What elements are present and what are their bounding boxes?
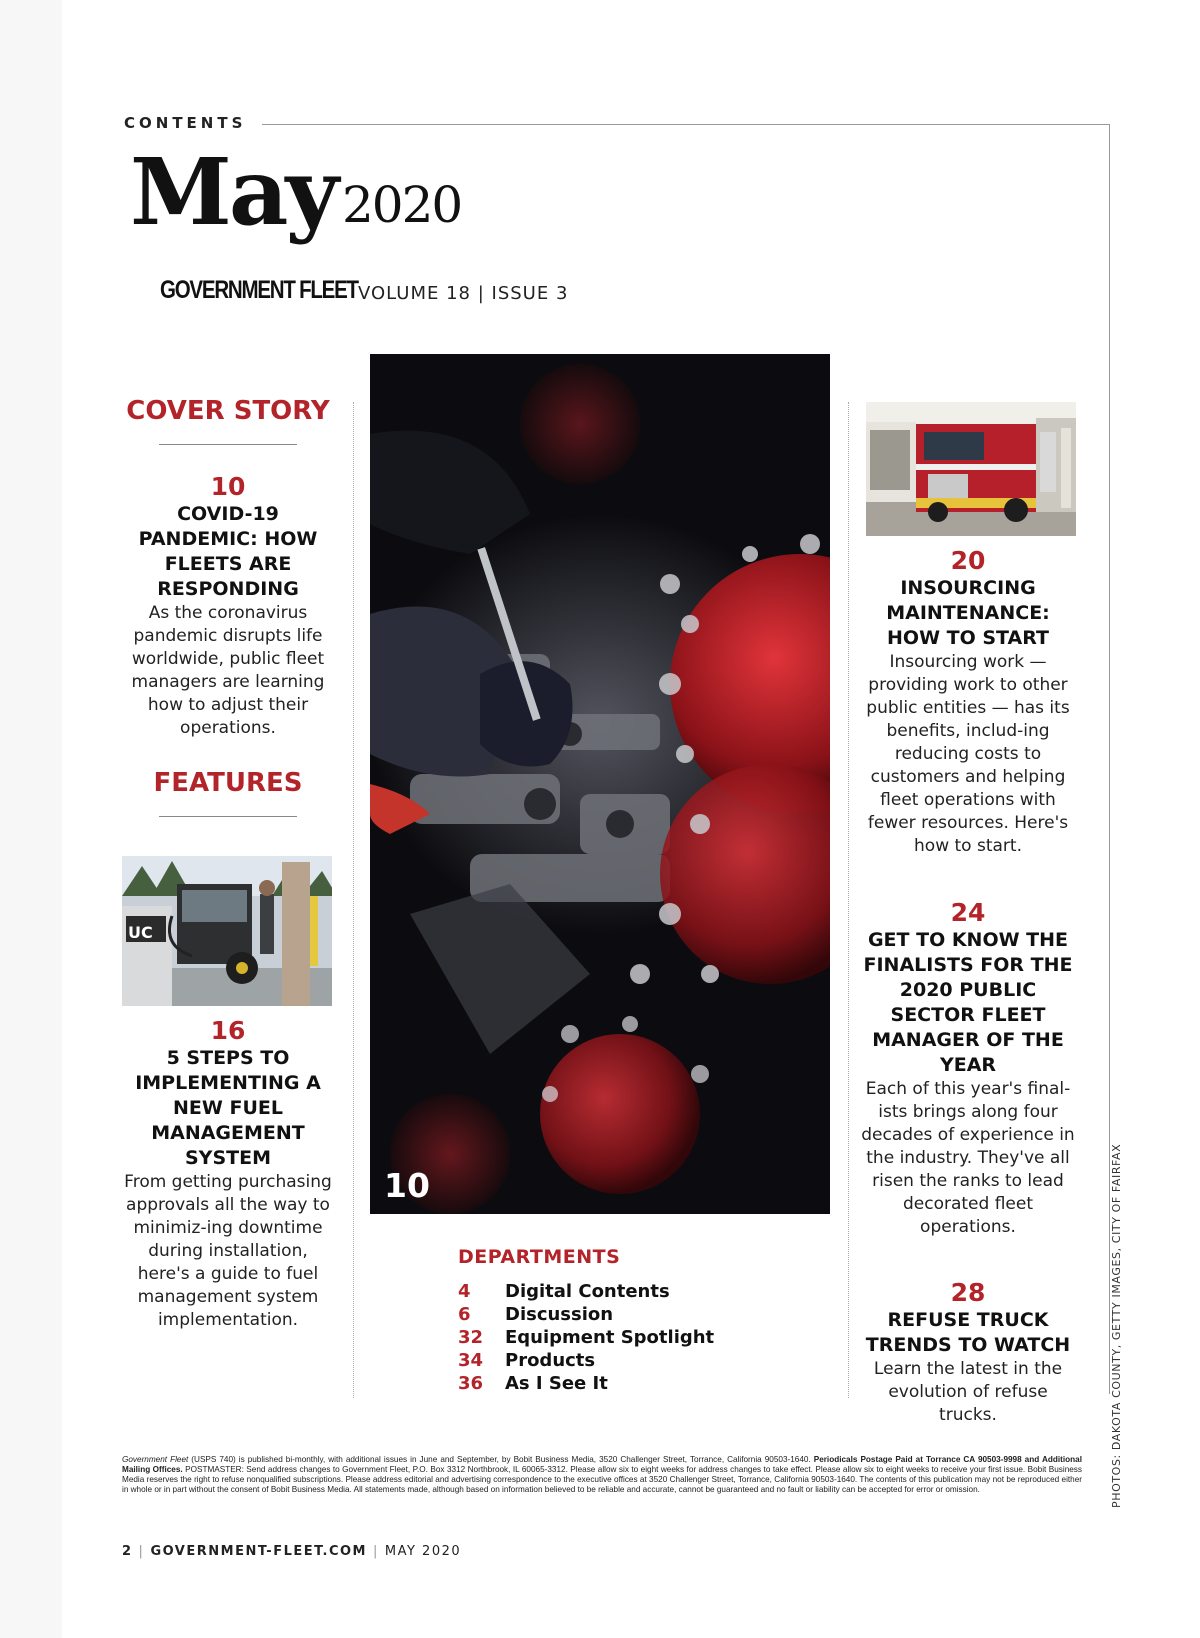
features-heading: FEATURES (153, 768, 303, 798)
department-page: 36 (458, 1373, 484, 1394)
brand-logo (160, 276, 358, 305)
hero-page-number: 10 (384, 1166, 430, 1205)
fine-print-bold: Periodicals Postage Paid at Torrance CA 90503-9998 and Additional Mailing Offices. (122, 1455, 1082, 1474)
department-item[interactable] (458, 1372, 714, 1395)
fine-print-text: (USPS 740) is published bi-monthly, with additional issues in June and September, by Bobit Business Media, 3520 Challenger Street, Torrance, California 90503-1640. (188, 1455, 814, 1464)
fuel-station-photo (122, 856, 332, 1006)
footer-issue: MAY 2020 (384, 1544, 462, 1559)
fire-truck-photo (866, 402, 1076, 536)
photo-credit: PHOTOS: DAKOTA COUNTY, GETTY IMAGES, CITY OF FAIRFAX (1110, 1143, 1123, 1508)
finalists-description: Each of this year's final-ists brings along four decades of experience in the industry. They've all risen the ranks to lead decorated fleet operations. (861, 1079, 1075, 1237)
department-label: Products (505, 1350, 596, 1371)
contents-label: CONTENTS (124, 114, 247, 132)
department-page: 32 (458, 1327, 484, 1348)
insourcing-title: INSOURCING MAINTENANCE: HOW TO START (886, 577, 1050, 649)
cover-story-divider (159, 444, 297, 445)
departments-list (458, 1280, 714, 1395)
fine-print-text-2: POSTMASTER: Send address changes to Government Fleet, P.O. Box 3312 Northbrook, IL 60065-3312. Please allow six to eight weeks for address changes to take effect. Please allow six to eight weeks to receive your first issue. Bobit Business Media reserves the right to refuse nonqualified subscriptions. Please address editorial and advertising correspondence to the executive offices at 3520 Challenger Street, Torrance, California 90503-1640. The contents of this publication may not be reproduced either in whole or in part without the consent of Bobit Business Media. All statements made, although based on information believed to be reliable and accurate, cannot be guaranteed and no fault or liability can be accepted for error or omission. (122, 1465, 1082, 1494)
department-item[interactable] (458, 1349, 714, 1372)
cover-story-heading: COVER STORY (126, 396, 330, 426)
footer-separator: | (138, 1544, 145, 1559)
department-item[interactable] (458, 1303, 714, 1326)
department-label: Discussion (505, 1304, 614, 1325)
cover-hero-image (370, 354, 830, 1214)
feature-description: From getting purchasing approvals all the way to minimiz-ing downtime during installation, here's a guide to fuel management system implementation. (124, 1172, 332, 1330)
features-divider (159, 816, 297, 817)
finalists-page: 24 (950, 898, 986, 927)
refuse-truck-entry[interactable] (860, 1278, 1076, 1427)
footer-page-number: 2 (122, 1544, 133, 1559)
department-item[interactable] (458, 1280, 714, 1303)
cover-story-page: 10 (210, 472, 246, 501)
insourcing-page: 20 (950, 546, 986, 575)
refuse-truck-description: Learn the latest in the evolution of refuse trucks. (873, 1359, 1063, 1425)
department-page: 34 (458, 1350, 484, 1371)
department-page: 6 (458, 1304, 471, 1325)
cover-story-title: COVID-19 PANDEMIC: HOW FLEETS ARE RESPONDING (138, 503, 318, 600)
department-label: As I See It (505, 1373, 608, 1394)
refuse-truck-page: 28 (950, 1278, 986, 1307)
top-rule (262, 124, 1110, 125)
cover-story-entry[interactable] (122, 472, 334, 740)
feature-entry[interactable] (122, 1016, 334, 1332)
svg-text:UC: UC (128, 923, 153, 942)
finalists-title: GET TO KNOW THE FINALISTS FOR THE 2020 PUBLIC SECTOR FLEET MANAGER OF THE YEAR (863, 929, 1073, 1076)
right-column-divider (848, 402, 849, 1398)
volume-issue: VOLUME 18 | ISSUE 3 (358, 283, 569, 304)
feature-title: 5 STEPS TO IMPLEMENTING A NEW FUEL MANAGEMENT SYSTEM (135, 1047, 321, 1169)
brand-logo-text: GOVERNMENT FLEET (160, 276, 358, 304)
footer-separator: | (372, 1544, 379, 1559)
publication-fine-print (122, 1455, 1082, 1495)
department-page: 4 (458, 1281, 471, 1302)
issue-year: 2020 (342, 176, 462, 234)
feature-page: 16 (210, 1016, 246, 1045)
departments-heading: DEPARTMENTS (458, 1246, 621, 1268)
page-footer (122, 1544, 461, 1559)
insourcing-description: Insourcing work — providing work to other public entities — has its benefits, includ-ing reducing costs to customers and helping fleet operations with fewer resources. Here's how to start. (866, 652, 1070, 856)
issue-month: May (130, 138, 336, 246)
department-label: Digital Contents (505, 1281, 670, 1302)
department-label: Equipment Spotlight (505, 1327, 715, 1348)
finalists-entry[interactable] (860, 898, 1076, 1239)
refuse-truck-title: REFUSE TRUCK TRENDS TO WATCH (865, 1309, 1071, 1356)
insourcing-entry[interactable] (860, 546, 1076, 858)
left-column-divider (353, 402, 354, 1398)
fine-print-publication: Government Fleet (122, 1455, 189, 1464)
footer-site[interactable]: GOVERNMENT-FLEET.COM (150, 1544, 367, 1559)
cover-story-description: As the coronavirus pandemic disrupts life worldwide, public fleet managers are learning how to adjust their operations. (131, 603, 325, 738)
department-item[interactable] (458, 1326, 714, 1349)
